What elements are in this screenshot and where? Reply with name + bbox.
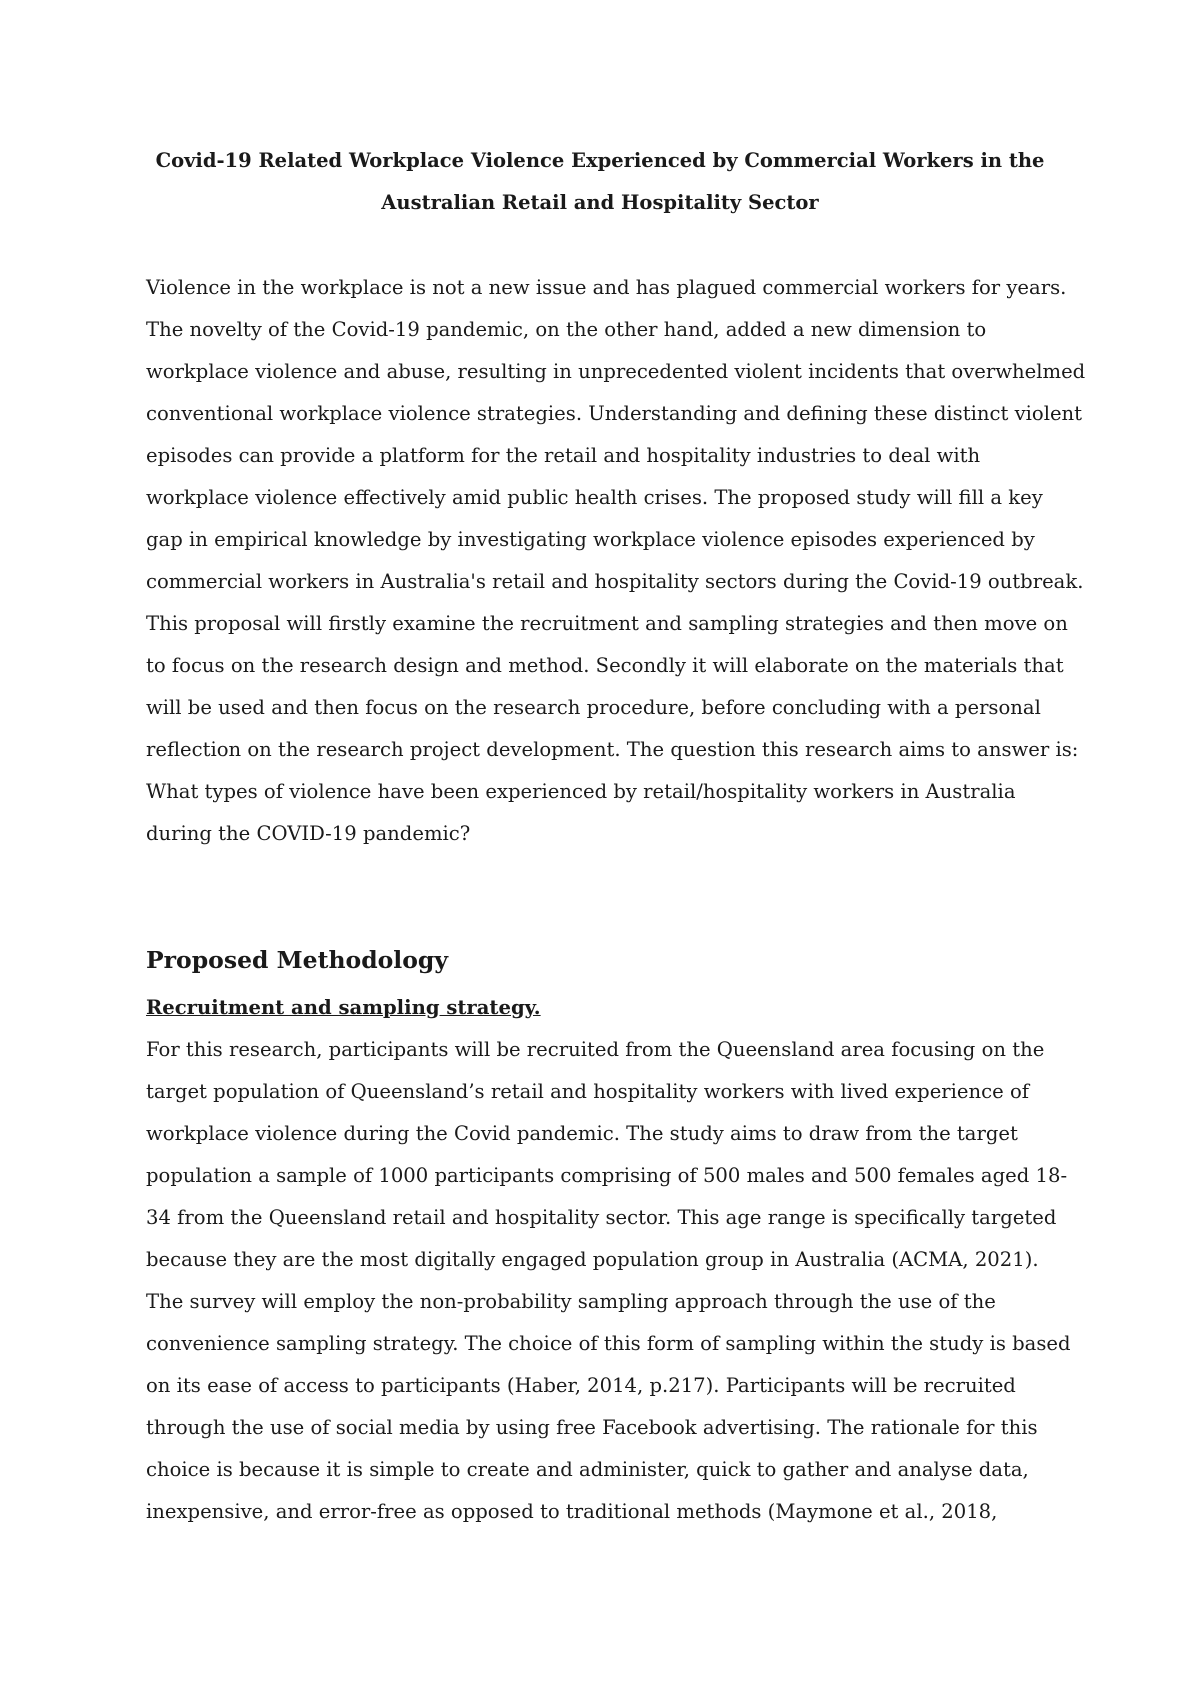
intro-line: episodes can provide a platform for the retail and hospitality industries to deal with [146,444,981,467]
intro-line: workplace violence effectively amid public health crises. The proposed study will fill a key [146,486,1043,509]
method-line: 34 from the Queensland retail and hospitality sector. This age range is specifically targeted [146,1206,1057,1229]
intro-line: conventional workplace violence strategies. Understanding and defining these distinct violent [146,402,1083,425]
method-line: convenience sampling strategy. The choice of this form of sampling within the study is based [146,1332,1071,1355]
method-line: population a sample of 1000 participants comprising of 500 males and 500 females aged 18- [146,1164,1068,1187]
method-line: because they are the most digitally engaged population group in Australia (ACMA, 2021). [146,1248,1039,1271]
method-line: workplace violence during the Covid pandemic. The study aims to draw from the target [146,1122,1018,1145]
method-line: choice is because it is simple to create and administer, quick to gather and analyse data, [146,1458,1029,1481]
intro-line: What types of violence have been experienced by retail/hospitality workers in Australia [146,780,1016,803]
intro-line: This proposal will firstly examine the recruitment and sampling strategies and then move on [146,612,1068,635]
intro-line: workplace violence and abuse, resulting in unprecedented violent incidents that overwhelmed [146,360,1086,383]
method-line: through the use of social media by using free Facebook advertising. The rationale for this [146,1416,1038,1439]
document-title-line-2: Australian Retail and Hospitality Sector [381,191,819,214]
method-line: The survey will employ the non-probability sampling approach through the use of the [146,1290,996,1313]
intro-line: reflection on the research project development. The question this research aims to answer is: [146,738,1079,761]
method-line: target population of Queensland’s retail and hospitality workers with lived experience of [146,1080,1029,1103]
method-line: on its ease of access to participants (Haber, 2014, p.217). Participants will be recruited [146,1374,1016,1397]
intro-line: commercial workers in Australia's retail and hospitality sectors during the Covid-19 outbreak. [146,570,1084,593]
intro-line: to focus on the research design and method. Secondly it will elaborate on the materials that [146,654,1064,677]
intro-line: The novelty of the Covid-19 pandemic, on the other hand, added a new dimension to [146,318,987,341]
subsection-heading-recruitment: Recruitment and sampling strategy. [146,996,541,1019]
intro-line: gap in empirical knowledge by investigating workplace violence episodes experienced by [146,528,1035,551]
intro-line: will be used and then focus on the research procedure, before concluding with a personal [146,696,1041,719]
intro-line: Violence in the workplace is not a new issue and has plagued commercial workers for years. [146,276,1067,299]
intro-line: during the COVID-19 pandemic? [146,822,471,845]
method-line: For this research, participants will be recruited from the Queensland area focusing on the [146,1038,1045,1061]
section-heading-proposed-methodology: Proposed Methodology [146,946,449,974]
document-title-line-1: Covid-19 Related Workplace Violence Experienced by Commercial Workers in the [155,149,1045,172]
method-line: inexpensive, and error-free as opposed to traditional methods (Maymone et al., 2018, [146,1500,998,1523]
